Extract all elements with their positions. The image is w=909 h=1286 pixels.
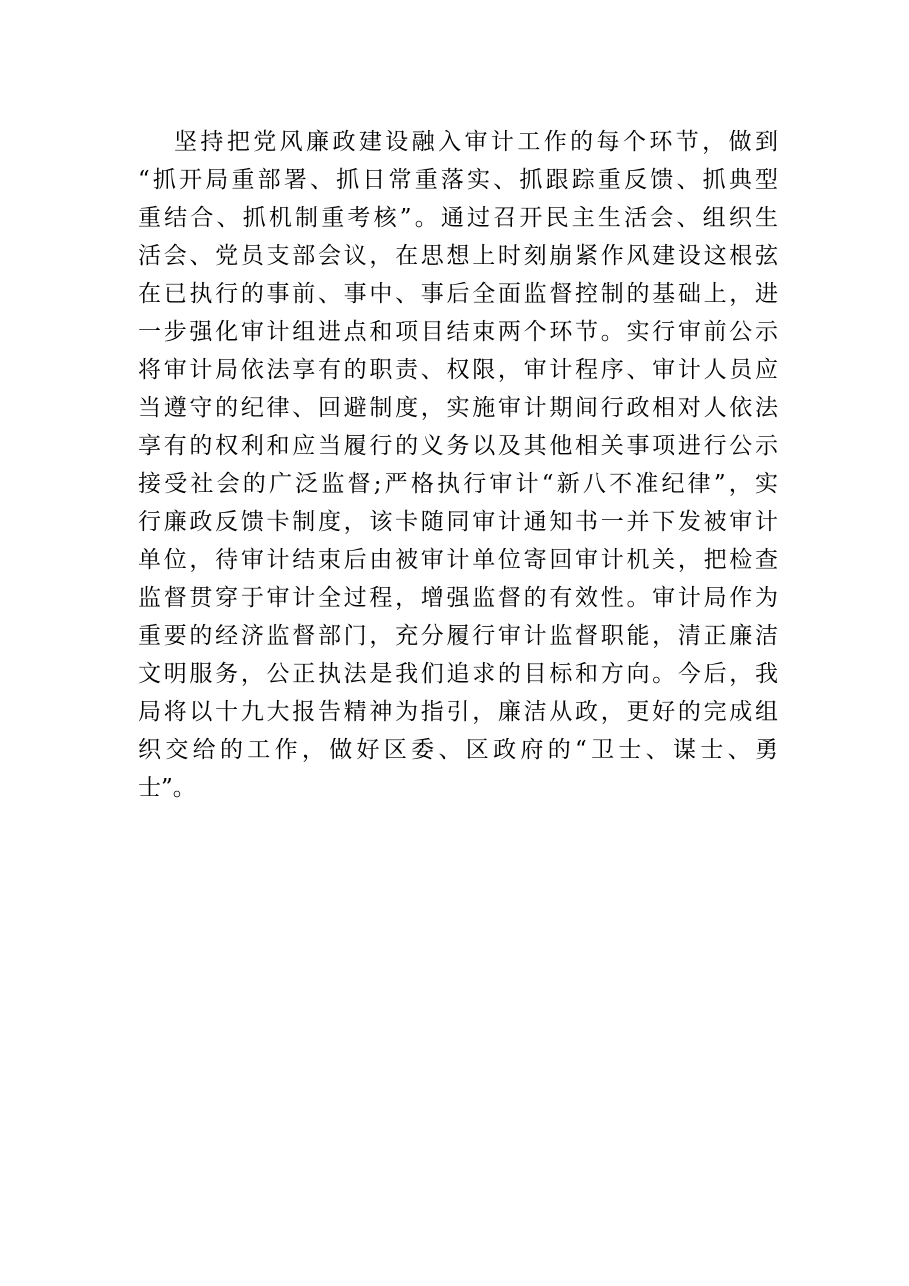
paragraph-line: 坚持把党风廉政建设融入审计工作的每个环节，做到	[174, 129, 778, 155]
paragraph-line: 文明服务，公正执法是我们追求的目标和方向。今后，我	[138, 661, 778, 687]
paragraph-line: 织交给的工作，做好区委、区政府的“卫士、谋士、勇	[138, 737, 778, 763]
paragraph-line: 享有的权利和应当履行的义务以及其他相关事项进行公示	[138, 433, 778, 459]
paragraph-line: 接受社会的广泛监督;严格执行审计“新八不准纪律”，实	[138, 471, 778, 497]
paragraph-line: 活会、党员支部会议，在思想上时刻崩紧作风建设这根弦	[138, 243, 778, 269]
paragraph-line: 在已执行的事前、事中、事后全面监督控制的基础上，进	[138, 281, 778, 307]
paragraph-line: 一步强化审计组进点和项目结束两个环节。实行审前公示	[138, 319, 778, 345]
paragraph-line: “抓开局重部署、抓日常重落实、抓跟踪重反馈、抓典型	[138, 167, 778, 193]
paragraph-line: 重要的经济监督部门，充分履行审计监督职能，清正廉洁	[138, 623, 778, 649]
paragraph-line: 将审计局依法享有的职责、权限，审计程序、审计人员应	[138, 357, 778, 383]
paragraph-line: 行廉政反馈卡制度，该卡随同审计通知书一并下发被审计	[138, 509, 778, 535]
paragraph-line: 局将以十九大报告精神为指引，廉洁从政，更好的完成组	[138, 699, 778, 725]
paragraph-line: 重结合、抓机制重考核”。通过召开民主生活会、组织生	[138, 205, 778, 231]
paragraph-line: 监督贯穿于审计全过程，增强监督的有效性。审计局作为	[138, 585, 778, 611]
paragraph-line: 士”。	[138, 775, 196, 801]
paragraph-line: 单位，待审计结束后由被审计单位寄回审计机关，把检查	[138, 547, 778, 573]
paragraph-line: 当遵守的纪律、回避制度，实施审计期间行政相对人依法	[138, 395, 778, 421]
